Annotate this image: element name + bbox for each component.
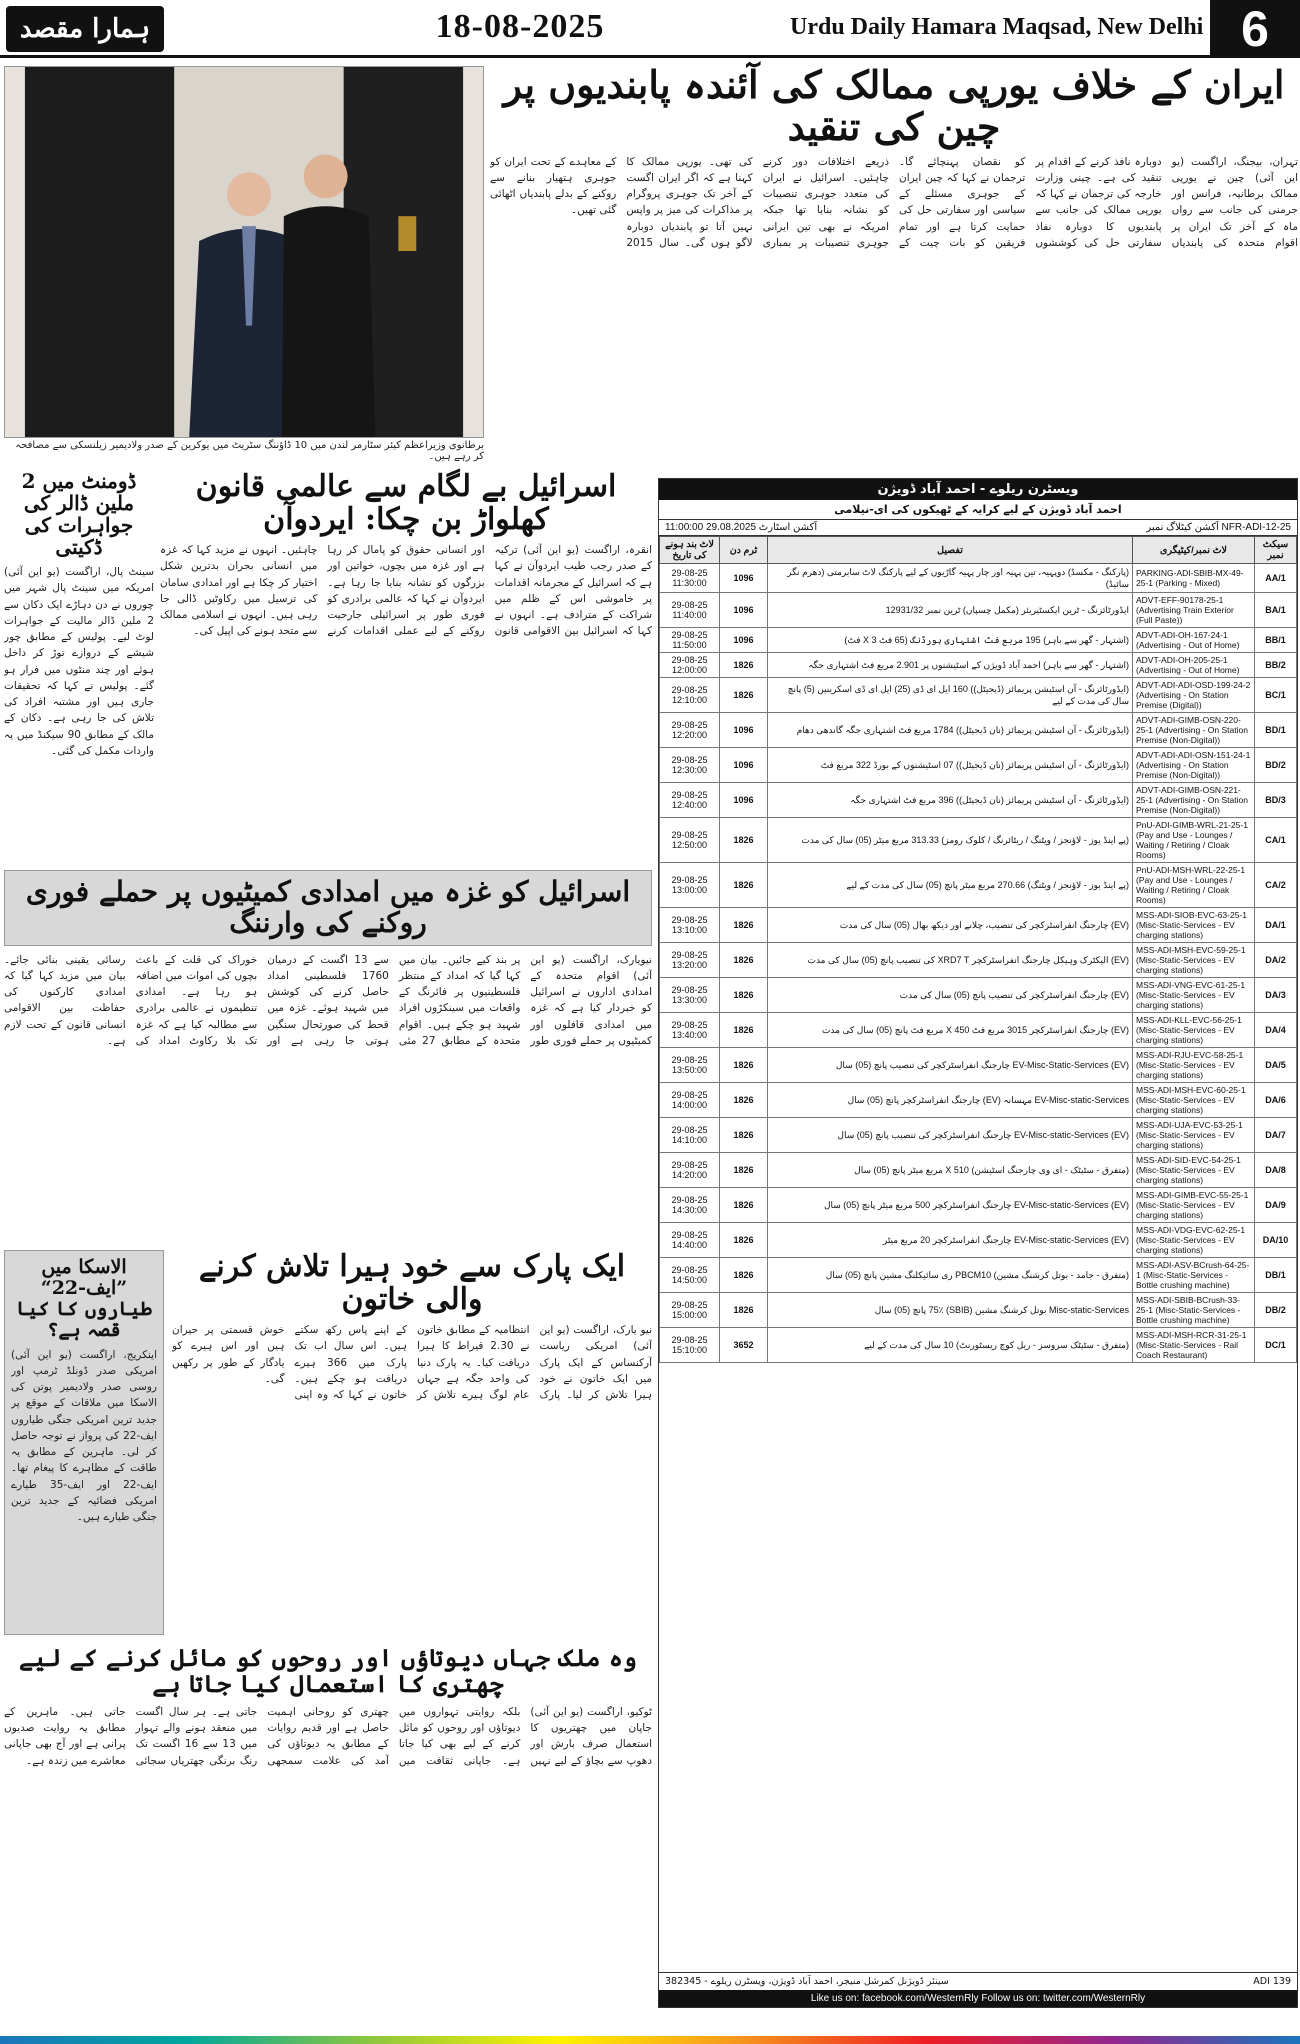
tender-row-sl: DA/3 [1255,978,1297,1013]
tender-row-desc: (متفرق - سٹیٹک - ای وی چارجنگ اسٹیشن) 510 X مربع میٹر پانچ (05) سال [768,1153,1133,1188]
tender-row-sl: DC/1 [1255,1328,1297,1363]
tender-row-date: 29-08-25 13:00:00 [660,863,720,908]
article-f22 [4,1250,164,1635]
tender-row-sl: DA/6 [1255,1083,1297,1118]
masthead [0,0,1300,58]
tender-row-category: PnU-ADI-MSH-WRL-22-25-1 (Pay and Use - Lounges / Waiting / Retiring / Cloak Rooms) [1133,863,1255,908]
body-iran: تہران، بیجنگ، اراگست (یو این آئی) چین نے یورپی ممالک برطانیہ، فرانس اور جرمنی کی جانب سے رواں ماہ کے آخر تک ایران پر اقوام متحدہ کی پابندیاں دوبارہ نافذ کرنے کے اقدام پر تنقید کی ہے۔ چینی وزارت خارجہ کی ترجمان نے کہا کہ یورپی ممالک کی جانب سے پابندیوں کا دوبارہ نفاذ سفارتی حل کی کوششوں کو نقصان پہنچائے گا۔ ترجمان نے کہا کہ چین ایران کے جوہری مسئلے کے سیاسی اور سفارتی حل کی حمایت کرتا ہے اور تمام فریقین کو بات چیت کے ذریعے اختلافات دور کرنے چاہئیں۔ اسرائیل نے ایران کی متعدد جوہری تنصیبات کو نشانہ بنایا تھا جبکہ امریکہ نے بھی تین ایرانی جوہری تنصیبات پر بمباری کی تھی۔ یورپی ممالک کا کہنا ہے کہ اگر ایران اگست کے آخر تک جوہری پروگرام پر مذاکرات کی میز پر واپس نہیں آتا تو پابندیاں دوبارہ لاگو ہوں گی۔ سال 2015 کے معاہدے کے تحت ایران کو جوہری ہتھیار بنانے سے روکنے کے بدلے پابندیاں اٹھائی گئی تھیں۔ [490,155,1298,249]
news-photo [4,66,484,438]
tender-row-date: 29-08-25 13:30:00 [660,978,720,1013]
tender-row-desc: (متفرق - سٹیٹک سروسز - ریل کوچ ریسٹورنٹ) 10 سال کی مدت کے لیے [768,1328,1133,1363]
tender-row-sl: DA/4 [1255,1013,1297,1048]
tender-notice [658,478,1298,2008]
tender-row [660,783,1297,818]
tender-row-sl: BC/1 [1255,678,1297,713]
tender-row-desc: EV-Misc-static-Services (EV) چارجنگ انفراسٹرکچر کی تنصیب پانچ (05) سال [768,1118,1133,1153]
tender-row [660,1083,1297,1118]
tender-row-desc: (پے اینڈ یوز - لاؤنجز / ویٹنگ / ریٹائرنگ / کلوک رومز) 313.33 مربع میٹر (05) سال کی مدت [768,818,1133,863]
tender-row-term: 1826 [720,1083,768,1118]
tender-row-desc: (ایڈورٹائزنگ - آن اسٹیشن پریمائز (نان ڈیجیٹل)) 1784 مربع فٹ اشتہاری جگہ گاندھی دھام [768,713,1133,748]
photo-caption: برطانوی وزیراعظم کیئر سٹارمر لندن میں 10 ڈاؤننگ سٹریٹ میں یوکرین کے صدر ولادیمیر زیلنسکی سے مصافحہ کر رہے ہیں۔ [15,440,484,462]
tender-row-category: MSS-ADI-MSH-EVC-59-25-1 (Misc-Static-Services - EV charging stations) [1133,943,1255,978]
tender-row-desc: (اشتہار - گھر سے باہر) احمد آباد ڈویژن کے اسٹیشنوں پر 2.901 مربع فٹ اشتہاری جگہ [768,653,1133,678]
tender-row-term: 1826 [720,978,768,1013]
tender-row-category: MSS-ADI-SIOB-EVC-63-25-1 (Misc-Static-Services - EV charging stations) [1133,908,1255,943]
tender-row-category: ADVT-ADI-OH-205-25-1 (Advertising - Out of Home) [1133,653,1255,678]
tender-row-date: 29-08-25 13:20:00 [660,943,720,978]
tender-row-date: 29-08-25 12:50:00 [660,818,720,863]
tender-table [659,536,1297,1363]
tender-row-term: 1096 [720,783,768,818]
tender-row-category: PARKING-ADI-SBIB-MX-49-25-1 (Parking - Mixed) [1133,564,1255,593]
tender-row-term: 1826 [720,908,768,943]
tender-row [660,678,1297,713]
tender-row-term: 1826 [720,1188,768,1223]
tender-row [660,978,1297,1013]
tender-rows [660,564,1297,1363]
tender-row-category: ADVT-ADI-GIMB-OSN-221-25-1 (Advertising - On Station Premise (Non-Digital)) [1133,783,1255,818]
tender-row-date: 29-08-25 12:30:00 [660,748,720,783]
body-gaza: نیویارک، اراگست (یو این آئی) اقوام متحدہ کے امدادی اداروں نے اسرائیل کو خبردار کیا ہے کہ غزہ میں امدادی قافلوں اور کمیٹیوں پر حملے فوری طور پر بند کیے جائیں۔ بیان میں کہا گیا کہ امداد کے منتظر فلسطینیوں پر فائرنگ کے واقعات میں سینکڑوں افراد شہید ہو چکے ہیں۔ اقوام متحدہ کے مطابق 27 مئی سے 13 اگست کے درمیان 1760 فلسطینی امداد حاصل کرنے کی کوشش میں شہید ہوئے۔ غزہ میں قحط کی صورتحال سنگین ہوتی جا رہی ہے اور خوراک کی قلت کے باعث بچوں کی اموات میں اضافہ ہو رہا ہے۔ امدادی تنظیموں نے عالمی برادری سے مطالبہ کیا ہے کہ غزہ تک بلا رکاوٹ امداد کی رسائی یقینی بنائی جائے۔ بیان میں مزید کہا گیا کہ امدادی کارکنوں کی حفاظت بین الاقوامی انسانی قانون کے تحت لازم ہے۔ [4,953,652,1047]
tender-row-category: PnU-ADI-GIMB-WRL-21-25-1 (Pay and Use - Lounges / Waiting / Retiring / Cloak Rooms) [1133,818,1255,863]
social-links[interactable]: Like us on: facebook.com/WesternRly Follow us on: twitter.com/WesternRly [659,1990,1297,2007]
tender-row-category: MSS-ADI-UJA-EVC-53-25-1 (Misc-Static-Services - EV charging stations) [1133,1118,1255,1153]
tender-row-date: 29-08-25 14:30:00 [660,1188,720,1223]
article-park [172,1250,652,1635]
tender-ref: ADI 139 [1253,1976,1291,1987]
tender-row [660,713,1297,748]
tender-signatory: سینئر ڈویژنل کمرشل منیجر، احمد آباد ڈویژن، ویسٹرن ریلوے - 382345 [665,1976,949,1987]
tender-footer-line [659,1973,1297,1990]
col-sl: سیکٹ نمبر [1255,537,1297,564]
tender-row-date: 29-08-25 11:40:00 [660,593,720,628]
tender-row-date: 29-08-25 11:50:00 [660,628,720,653]
tender-row-sl: DA/10 [1255,1223,1297,1258]
newspaper-logo[interactable]: ہمارا مقصد [6,6,164,52]
tender-row-category: MSS-ADI-VNG-EVC-61-25-1 (Misc-Static-Services - EV charging stations) [1133,978,1255,1013]
article-diamonds [4,470,154,865]
body-f22: اینکریج، اراگست (یو این آئی) امریکی صدر ڈونلڈ ٹرمپ اور روسی صدر ولادیمیر پوتن کی الاسکا میں ملاقات کے موقع پر جدید ترین امریکی جنگی طیاروں ایف-22 کی پرواز نے توجہ حاصل کر لی۔ ماہرین کے مطابق یہ طاقت کے مظاہرے کا پیغام تھا۔ ایف-22 اور ایف-35 طیارے امریکی فضائیہ کے جدید ترین جنگی طیارے ہیں۔ [11,1348,157,1524]
tender-row-desc: EV-Misc-static-Services (EV) چارجنگ انفراسٹرکچر 20 مربع میٹر [768,1223,1133,1258]
tender-row-date: 29-08-25 13:40:00 [660,1013,720,1048]
col-date: لاٹ بند ہونے کی تاریخ [660,537,720,564]
tender-row-sl: DA/2 [1255,943,1297,978]
body-umbrella: ٹوکیو، اراگست (یو این آئی) جاپان میں چھتریوں کا استعمال صرف بارش اور دھوپ سے بچاؤ کے لیے نہیں بلکہ روایتی تہواروں میں دیوتاؤں اور روحوں کو مائل کرنے کے لیے بھی کیا جاتا ہے۔ جاپانی ثقافت میں چھتری کو روحانی اہمیت حاصل ہے اور قدیم روایات کے مطابق یہ دیوتاؤں کی آمد کی علامت سمجھی جاتی ہے۔ ہر سال اگست میں منعقد ہونے والے تہوار میں 13 سے 16 اگست تک رنگ برنگی چھتریاں سجائی جاتی ہیں۔ ماہرین کے مطابق یہ روایت صدیوں پرانی ہے اور آج بھی جاپانی معاشرے میں زندہ ہے۔ [4,1705,652,1767]
headline-umbrella[interactable]: وہ ملک جہاں دیوتاؤں اور روحوں کو مائل کرنے کے لیے چھتری کا استعمال کیا جاتا ہے [19,1643,637,1699]
tender-row-date: 29-08-25 14:10:00 [660,1118,720,1153]
tender-row-desc: (EV) الیکٹرک وہیکل چارجنگ انفراسٹرکچر XRD7 T کی تنصیب پانچ (05) سال کی مدت [768,943,1133,978]
headline-gaza[interactable]: اسرائیل کو غزہ میں امدادی کمیٹیوں پر حملے فوری روکنے کی وارننگ [25,875,631,939]
tender-row-desc: ایڈورٹائزنگ - ٹرین ایکسٹیریئر (مکمل چسپاں) ٹرین نمبر 12931/32 [768,593,1133,628]
tender-row-sl: AA/1 [1255,564,1297,593]
article-umbrella [4,1645,652,2025]
tender-row-term: 1096 [720,593,768,628]
headline-israel-law[interactable]: اسرائیل بے لگام سے عالمی قانون کھلواڑ بن چکا: ایردوآن [195,469,617,537]
tender-row [660,1293,1297,1328]
tender-org: ویسٹرن ریلوے - احمد آباد ڈویژن [659,479,1297,500]
headline-iran[interactable]: ایران کے خلاف یورپی ممالک کی آئندہ پابندیوں پر چین کی تنقید [503,62,1285,149]
tender-row-sl: DA/1 [1255,908,1297,943]
tender-row-term: 1826 [720,1153,768,1188]
tender-row [660,863,1297,908]
tender-row-date: 29-08-25 14:50:00 [660,1258,720,1293]
tender-row-desc: (ایڈورٹائزنگ - آن اسٹیشن پریمائز (ڈیجیٹل)) 160 ایل ای ڈی (25) ایل ای ڈی اسکرینیں (5) پانچ سال کی مدت کے لیے [768,678,1133,713]
tender-row-sl: DA/7 [1255,1118,1297,1153]
article-iran [490,64,1298,469]
tender-row-category: MSS-ADI-GIMB-EVC-55-25-1 (Misc-Static-Services - EV charging stations) [1133,1188,1255,1223]
tender-row-sl: DB/2 [1255,1293,1297,1328]
tender-row-date: 29-08-25 12:20:00 [660,713,720,748]
tender-row-category: ADVT-ADI-ADI-OSN-151-24-1 (Advertising - On Station Premise (Non-Digital)) [1133,748,1255,783]
tender-row-category: MSS-ADI-MSH-RCR-31-25-1 (Misc-Static-Services - Rail Coach Restaurant) [1133,1328,1255,1363]
tender-row [660,1258,1297,1293]
article-gaza [4,870,652,1240]
tender-row-term: 1826 [720,678,768,713]
tender-row-sl: DA/5 [1255,1048,1297,1083]
tender-row-sl: BA/1 [1255,593,1297,628]
tender-row-date: 29-08-25 12:40:00 [660,783,720,818]
article-israel-law [160,470,652,865]
tender-row-sl: BD/1 [1255,713,1297,748]
tender-row-desc: (اشتہار - گھر سے باہر) 195 مربع فٹ اشتہاری ہورڈنگ (65 فٹ X 3 فٹ) [768,628,1133,653]
tender-row-term: 1826 [720,1048,768,1083]
tender-row [660,1188,1297,1223]
tender-row [660,628,1297,653]
tender-row-sl: BD/2 [1255,748,1297,783]
tender-row-desc: (EV) چارجنگ انفراسٹرکچر 3015 مربع فٹ X 450 مربع فٹ پانچ (05) سال کی مدت [768,1013,1133,1048]
tender-row [660,653,1297,678]
issue-date: 18-08-2025 [435,8,605,45]
tender-row-term: 1096 [720,628,768,653]
tender-row-desc: (EV) چارجنگ انفراسٹرکچر کی تنصیب پانچ (05) سال کی مدت [768,978,1133,1013]
tender-row-term: 1826 [720,943,768,978]
body-israel-law: انقرہ، اراگست (یو این آئی) ترکیہ کے صدر رجب طیب ایردوآن نے کہا ہے کہ اسرائیل کے مجرمانہ اقدامات پر خاموشی اس کے ظلم میں شراکت کے مترادف ہے۔ انہوں نے کہا کہ اسرائیل بین الاقوامی قانون اور انسانی حقوق کو پامال کر رہا ہے اور غزہ میں بچوں، خواتین اور بزرگوں کو نشانہ بنایا جا رہا ہے۔ ایردوآن نے کہا کہ عالمی برادری کو فوری طور پر اسرائیلی جارحیت روکنے کے لیے عملی اقدامات کرنے چاہئیں۔ انہوں نے مزید کہا کہ غزہ میں انسانی بحران بدترین شکل اختیار کر چکا ہے اور امدادی سامان کی ترسیل میں رکاوٹیں ڈالی جا رہی ہیں۔ انہوں نے اسلامی ممالک سے متحد ہونے کی اپیل کی۔ [160,544,652,638]
tender-row-date: 29-08-25 15:00:00 [660,1293,720,1328]
headline-f22[interactable]: الاسکا میں ”ایف-22“ طیاروں کا کیا قصہ ہے؟ [16,1256,152,1341]
tender-row-date: 29-08-25 13:50:00 [660,1048,720,1083]
tender-row-desc: EV-Misc-Static-Services (EV) چارجنگ انفراسٹرکچر کی تنصیب پانچ (05) سال [768,1048,1133,1083]
tender-row-term: 1826 [720,1223,768,1258]
tender-row-date: 29-08-25 12:10:00 [660,678,720,713]
tender-row-term: 1826 [720,1118,768,1153]
tender-row-date: 29-08-25 14:20:00 [660,1153,720,1188]
col-term: ٹرم دن [720,537,768,564]
color-strip [0,2036,1300,2044]
tender-footer [659,1972,1297,2007]
tender-row-term: 3652 [720,1328,768,1363]
tender-row [660,1328,1297,1363]
tender-row-date: 29-08-25 14:00:00 [660,1083,720,1118]
newspaper-title: Urdu Daily Hamara Maqsad, New Delhi [790,14,1204,40]
notice-number: آکشن کیٹلاگ نمبر NFR-ADI-12-25 [1146,522,1291,533]
col-desc: تفصیل [768,537,1133,564]
tender-row-desc: (EV) چارجنگ انفراسٹرکچر کی تنصیب، چلانے اور دیکھ بھال (05) سال کی مدت [768,908,1133,943]
tender-row-sl: BD/3 [1255,783,1297,818]
tender-row [660,1048,1297,1083]
tender-row-term: 1826 [720,1258,768,1293]
tender-row-term: 1826 [720,863,768,908]
tender-row-date: 29-08-25 13:10:00 [660,908,720,943]
tender-row [660,908,1297,943]
body-diamonds: سینٹ پال، اراگست (یو این آئی) امریکہ میں سینٹ پال شہر میں چوروں نے دن دہاڑے ایک دکان سے 2 ملین ڈالر مالیت کے جواہرات لوٹ لیے۔ پولیس کے مطابق چور شیشے کے دروازے توڑ کر داخل ہوئے اور چند منٹوں میں فرار ہو گئے۔ پولیس نے کہا کہ تحقیقات جاری ہیں اور مشتبہ افراد کی تلاش کی جا رہی ہے۔ دکان کے مالک کے مطابق 90 سیکنڈ میں یہ واردات مکمل کی گئی۔ [4,566,154,757]
tender-row-sl: CA/2 [1255,863,1297,908]
tender-row-date: 29-08-25 15:10:00 [660,1328,720,1363]
tender-row-category: MSS-ADI-RJU-EVC-58-25-1 (Misc-Static-Services - EV charging stations) [1133,1048,1255,1083]
tender-row-category: MSS-ADI-SID-EVC-54-25-1 (Misc-Static-Services - EV charging stations) [1133,1153,1255,1188]
tender-meta [659,520,1297,536]
tender-row-category: ADVT-EFF-90178-25-1 (Advertising Train Exterior (Full Paste)) [1133,593,1255,628]
tender-row-desc: Misc-static-Services بوتل کرشنگ مشین (SBIB) 75٪ پانچ (05) سال [768,1293,1133,1328]
tender-row-term: 1096 [720,748,768,783]
tender-row-desc: (پے اینڈ یوز - لاؤنجز / ویٹنگ) 270.66 مربع میٹر پانچ (05) سال کی مدت کے لیے [768,863,1133,908]
tender-row-sl: CA/1 [1255,818,1297,863]
tender-row-term: 1096 [720,564,768,593]
tender-header-row [660,537,1297,564]
tender-row-category: ADVT-ADI-OH-167-24-1 (Advertising - Out of Home) [1133,628,1255,653]
tender-row-sl: DA/9 [1255,1188,1297,1223]
tender-row-desc: (متفرق - جامد - بوتل کرشنگ مشین) PBCM10 ری سائیکلنگ مشین پانچ (05) سال [768,1258,1133,1293]
tender-row [660,593,1297,628]
tender-row-date: 29-08-25 11:30:00 [660,564,720,593]
col-category: لاٹ نمبر/کیٹیگری [1133,537,1255,564]
auction-start: آکشن اسٹارٹ 29.08.2025 11:00:00 [665,522,818,533]
tender-row-term: 1826 [720,1013,768,1048]
tender-row-desc: (ایڈورٹائزنگ - آن اسٹیشن پریمائز (نان ڈیجیٹل)) 07 اسٹیشنوں کے بورڈ 322 مربع فٹ [768,748,1133,783]
photo-illustration [5,67,483,437]
tender-row-category: ADVT-ADI-ADI-OSD-199-24-2 (Advertising - On Station Premise (Digital)) [1133,678,1255,713]
tender-row-desc: (ایڈورٹائزنگ - آن اسٹیشن پریمائز (نان ڈیجیٹل)) 396 مربع فٹ اشتہاری جگہ [768,783,1133,818]
tender-row-term: 1096 [720,713,768,748]
body-park: نیو یارک، اراگست (یو این آئی) امریکی ریاست آرکنساس کے ایک پارک میں ایک خاتون نے خود ہیرا تلاش کر لیا۔ پارک انتظامیہ کے مطابق خاتون نے 2.30 قیراط کا ہیرا دریافت کیا۔ یہ پارک دنیا کی واحد جگہ ہے جہاں عام لوگ ہیرے تلاش کر کے اپنے پاس رکھ سکتے ہیں۔ اس سال اب تک پارک میں 366 ہیرے دریافت ہو چکے ہیں۔ خاتون نے کہا کہ وہ اپنی خوش قسمتی پر حیران ہیں اور اس ہیرے کو یادگار کے طور پر رکھیں گی۔ [172,1324,652,1402]
tender-row [660,564,1297,593]
tender-row-term: 1826 [720,818,768,863]
tender-row-term: 1826 [720,1293,768,1328]
tender-row-category: ADVT-ADI-GIMB-OSN-220-25-1 (Advertising - On Station Premise (Non-Digital)) [1133,713,1255,748]
tender-row-category: MSS-ADI-MSH-EVC-60-25-1 (Misc-Static-Services - EV charging stations) [1133,1083,1255,1118]
tender-row-category: MSS-ADI-SBIB-BCrush-33-25-1 (Misc-Static-Services - Bottle crushing machine) [1133,1293,1255,1328]
headline-diamonds[interactable]: ڈومنٹ میں 2 ملین ڈالر کی جواہرات کی ڈکیتی [21,469,137,559]
tender-row [660,943,1297,978]
tender-row [660,1223,1297,1258]
tender-row-date: 29-08-25 12:00:00 [660,653,720,678]
tender-row-term: 1826 [720,653,768,678]
tender-row-desc: (پارکنگ - مکسڈ) دوپہیہ، تین پہیہ اور چار پہیہ گاڑیوں کے لیے پارکنگ لاٹ سابرمتی (دھرم نگر سائیڈ) [768,564,1133,593]
page-number: 6 [1210,0,1300,58]
tender-row-sl: DB/1 [1255,1258,1297,1293]
tender-row-sl: BB/2 [1255,653,1297,678]
tender-row-sl: DA/8 [1255,1153,1297,1188]
tender-subtitle: احمد آباد ڈویژن کے لیے کرایہ کے ٹھیکوں کی ای-نیلامی [659,500,1297,520]
tender-row-sl: BB/1 [1255,628,1297,653]
tender-row [660,1153,1297,1188]
tender-row [660,748,1297,783]
tender-row-category: MSS-ADI-VDG-EVC-62-25-1 (Misc-Static-Services - EV charging stations) [1133,1223,1255,1258]
tender-row [660,1013,1297,1048]
tender-row-date: 29-08-25 14:40:00 [660,1223,720,1258]
headline-gaza-box [4,870,652,946]
headline-park[interactable]: ایک پارک سے خود ہیرا تلاش کرنے والی خاتون [198,1249,626,1317]
tender-row-desc: EV-Misc-static-Services مہسانہ (EV) چارجنگ انفراسٹرکچر پانچ (05) سال [768,1083,1133,1118]
tender-row-category: MSS-ADI-ASV-BCrush-64-25-1 (Misc-Static-Services - Bottle crushing machine) [1133,1258,1255,1293]
tender-row-category: MSS-ADI-KLL-EVC-56-25-1 (Misc-Static-Services - EV charging stations) [1133,1013,1255,1048]
tender-row-desc: EV-Misc-static-Services (EV) چارجنگ انفراسٹرکچر 500 مربع میٹر پانچ (05) سال [768,1188,1133,1223]
tender-row [660,1118,1297,1153]
tender-row [660,818,1297,863]
